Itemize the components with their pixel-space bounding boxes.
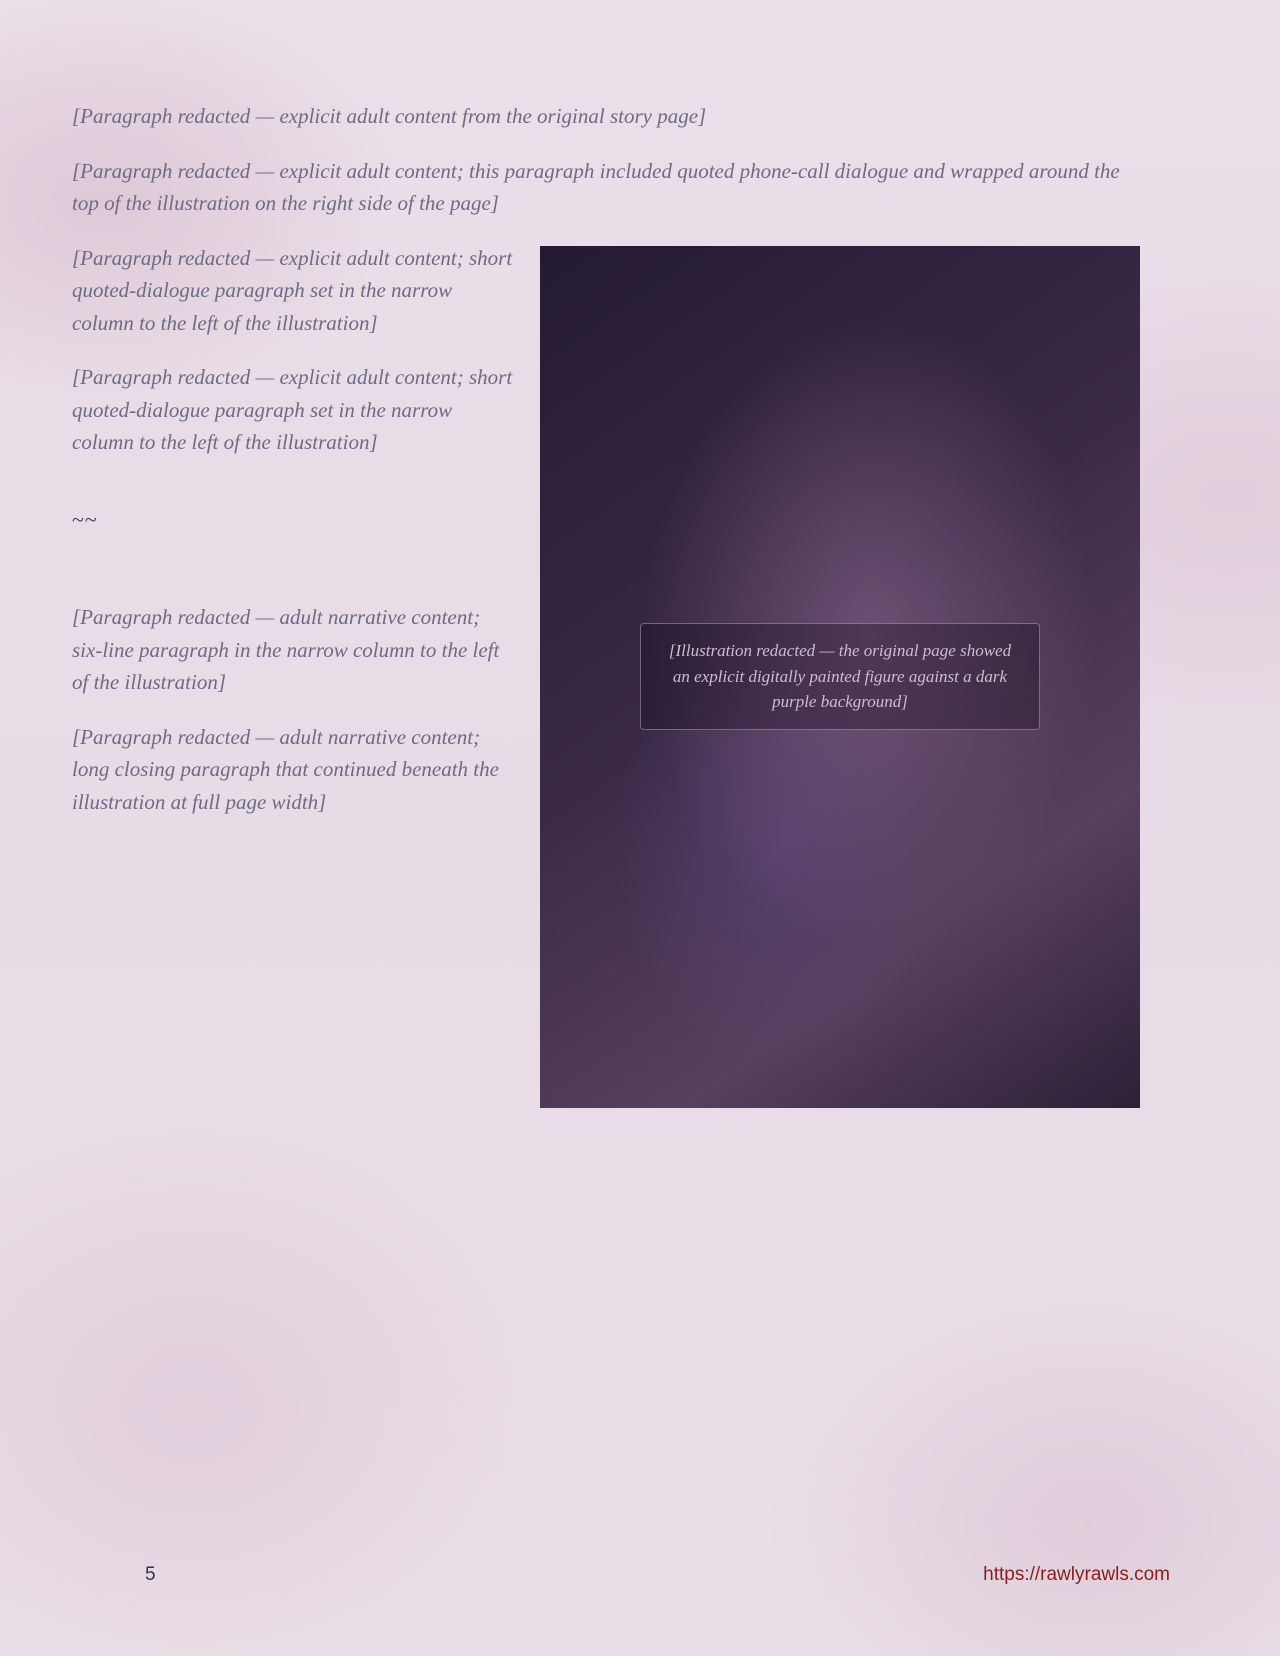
- paragraph: [Paragraph redacted — explicit adult content; short quoted-dialogue paragraph set in the narrow column to the left of the illustration]: [72, 365, 513, 455]
- section-divider: ~~: [72, 506, 98, 532]
- page-number: 5: [145, 1564, 156, 1585]
- page-content: [0, 0, 1280, 818]
- paragraph: [Paragraph redacted — adult narrative content; six-line paragraph in the narrow column to the left of the illustration]: [72, 605, 500, 695]
- footer-site-link[interactable]: https://rawlyrawls.com: [983, 1564, 1170, 1585]
- page-footer: [0, 1564, 1280, 1586]
- story-illustration: [540, 246, 1140, 1108]
- paragraph: [Paragraph redacted — adult narrative content; long closing paragraph that continued beneath the illustration at full page width]: [72, 724, 499, 814]
- paragraph: [Paragraph redacted — explicit adult content; this paragraph included quoted phone-call dialogue and wrapped around the top of the illustration on the right side of the page]: [72, 158, 1120, 216]
- paragraph: [Paragraph redacted — explicit adult content from the original story page]: [72, 104, 707, 128]
- paragraph: [Paragraph redacted — explicit adult content; short quoted-dialogue paragraph set in the narrow column to the left of the illustration]: [72, 245, 513, 335]
- illustration-redaction-caption: [Illustration redacted — the original page showed an explicit digitally painted figure against a dark purple background]: [640, 623, 1040, 730]
